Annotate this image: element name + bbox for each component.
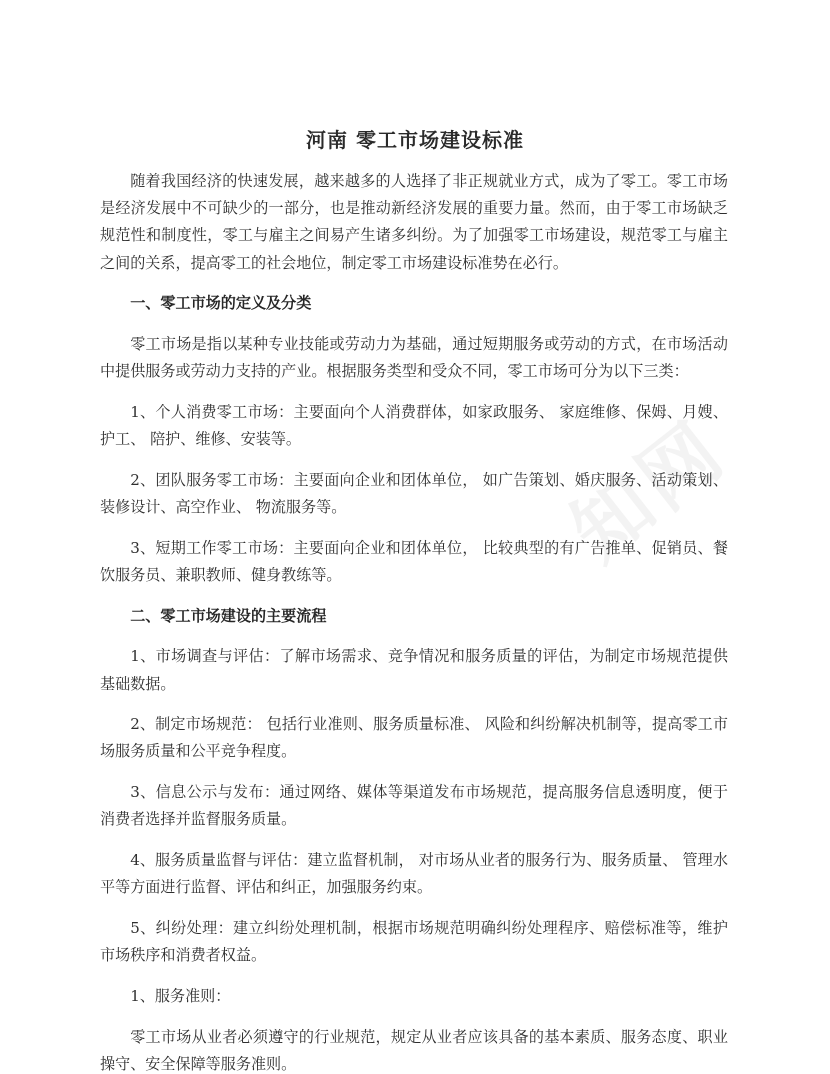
paragraph: 1、市场调查与评估：了解市场需求、竞争情况和服务质量的评估，为制定市场规范提供基础数据。 [100,647,728,693]
page-title: 河南 零工市场建设标准 [306,128,524,152]
paragraph: 1、个人消费零工市场：主要面向个人消费群体，如家政服务、 家庭维修、保姆、月嫂、护工、 陪护、维修、安装等。 [100,402,728,449]
paragraph: 2、制定市场规范： 包括行业准则、服务质量标准、 风险和纠纷解决机制等，提高零工市场服务质量和公平竞争程度。 [100,715,728,761]
paragraph: 1、服务准则： [130,986,231,1005]
paragraph: 5、纠纷处理：建立纠纷处理机制，根据市场规范明确纠纷处理程序、赔偿标准等，维护市场秩序和消费者权益。 [100,918,728,965]
document-body [100,168,728,1074]
paragraph: 3、信息公示与发布：通过网络、媒体等渠道发布市场规范，提高服务信息透明度，便于消费者选择并监督服务质量。 [100,783,728,829]
paragraph: 4、服务质量监督与评估：建立监督机制， 对市场从业者的服务行为、服务质量、 管理水平等方面进行监督、评估和纠正，加强服务约束。 [100,851,728,897]
paragraph: 2、团队服务零工市场：主要面向企业和团体单位， 如广告策划、婚庆服务、活动策划、装修设计、高空作业、 物流服务等。 [100,470,728,517]
section-heading: 一、零工市场的定义及分类 [130,294,312,313]
paragraph: 随着我国经济的快速发展，越来越多的人选择了非正规就业方式，成为了零工。零工市场是经济发展中不可缺少的一部分，也是推动新经济发展的重要力量。然而，由于零工市场缺乏规范性和制度性，零工与雇主之间易产生诸多纠纷。为了加强零工市场建设，规范零工与雇主之间的关系，提高零工的社会地位，制定零工市场建设标准势在必行。 [100,172,728,272]
section-heading: 二、零工市场建设的主要流程 [130,606,327,625]
paragraph: 3、短期工作零工市场：主要面向企业和团体单位， 比较典型的有广告推单、促销员、餐饮服务员、兼职教师、健身教练等。 [100,538,728,584]
paragraph: 零工市场从业者必须遵守的行业规范，规定从业者应该具备的基本素质、服务态度、职业操守、安全保障等服务准则。 [100,1027,728,1073]
paragraph: 零工市场是指以某种专业技能或劳动力为基础，通过短期服务或劳动的方式，在市场活动中提供服务或劳动力支持的产业。根据服务类型和受众不同，零工市场可分为以下三类： [100,335,728,381]
